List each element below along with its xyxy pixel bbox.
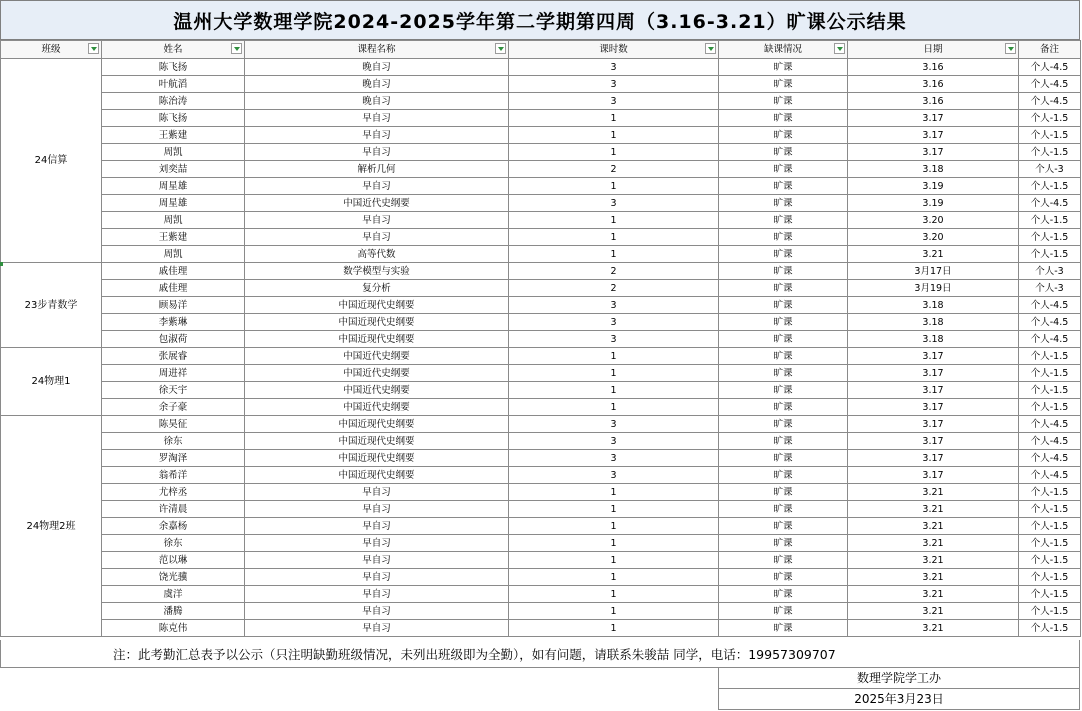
table-row xyxy=(1,178,1081,195)
table-row xyxy=(1,603,1081,620)
date-cell[interactable]: 3.19 xyxy=(848,178,1019,195)
status-cell[interactable]: 旷课 xyxy=(719,552,848,569)
table-row xyxy=(1,110,1081,127)
hours-cell[interactable]: 1 xyxy=(509,212,719,229)
remark-cell[interactable]: 个人-4.5 xyxy=(1019,450,1081,467)
hours-cell[interactable]: 3 xyxy=(509,195,719,212)
remark-cell[interactable]: 个人-3 xyxy=(1019,263,1081,280)
date-cell[interactable]: 3.17 xyxy=(848,433,1019,450)
date-cell[interactable]: 3.17 xyxy=(848,127,1019,144)
status-cell[interactable]: 旷课 xyxy=(719,263,848,280)
remark-cell[interactable]: 个人-1.5 xyxy=(1019,501,1081,518)
status-cell[interactable]: 旷课 xyxy=(719,76,848,93)
hours-cell[interactable]: 3 xyxy=(509,331,719,348)
course-cell[interactable]: 早自习 xyxy=(245,484,509,501)
course-cell[interactable]: 中国近现代史纲要 xyxy=(245,416,509,433)
table-row xyxy=(1,297,1081,314)
status-cell[interactable]: 旷课 xyxy=(719,484,848,501)
filter-dropdown-icon[interactable] xyxy=(88,43,99,54)
remark-cell[interactable]: 个人-1.5 xyxy=(1019,229,1081,246)
table-row xyxy=(1,280,1081,297)
hours-cell[interactable]: 1 xyxy=(509,569,719,586)
course-cell[interactable]: 中国近现代史纲要 xyxy=(245,331,509,348)
course-cell[interactable]: 中国近现代史纲要 xyxy=(245,467,509,484)
course-cell[interactable]: 早自习 xyxy=(245,127,509,144)
date-cell[interactable]: 3.18 xyxy=(848,161,1019,178)
remark-cell[interactable]: 个人-4.5 xyxy=(1019,297,1081,314)
date-cell[interactable]: 3.20 xyxy=(848,229,1019,246)
date-cell[interactable]: 3.18 xyxy=(848,297,1019,314)
student-name-cell[interactable]: 范以琳 xyxy=(102,552,245,569)
student-name-cell[interactable]: 陈飞扬 xyxy=(102,59,245,76)
status-cell[interactable]: 旷课 xyxy=(719,365,848,382)
student-name-cell[interactable]: 陈昊征 xyxy=(102,416,245,433)
table-row xyxy=(1,416,1081,433)
status-cell[interactable]: 旷课 xyxy=(719,280,848,297)
course-cell[interactable]: 中国近代史纲要 xyxy=(245,399,509,416)
course-cell[interactable]: 中国近现代史纲要 xyxy=(245,314,509,331)
filter-dropdown-icon[interactable] xyxy=(1005,43,1016,54)
notice-text: 注：此考勤汇总表予以公示（只注明缺勤班级情况，未列出班级即为全勤），如有问题，请联系朱骏喆 同学，电话：19957309707 xyxy=(0,640,1080,668)
hours-cell[interactable]: 3 xyxy=(509,297,719,314)
remark-cell[interactable]: 个人-1.5 xyxy=(1019,569,1081,586)
remark-cell[interactable]: 个人-4.5 xyxy=(1019,433,1081,450)
table-row xyxy=(1,127,1081,144)
hours-cell[interactable]: 3 xyxy=(509,59,719,76)
table-row xyxy=(1,348,1081,365)
remark-cell[interactable]: 个人-1.5 xyxy=(1019,484,1081,501)
table-row xyxy=(1,144,1081,161)
class-cell[interactable]: 24物理2班 xyxy=(1,416,102,637)
remark-cell[interactable]: 个人-1.5 xyxy=(1019,603,1081,620)
course-cell[interactable]: 早自习 xyxy=(245,569,509,586)
course-cell[interactable]: 早自习 xyxy=(245,552,509,569)
class-cell[interactable]: 24物理1 xyxy=(1,348,102,416)
table-row xyxy=(1,467,1081,484)
student-name-cell[interactable]: 陈飞扬 xyxy=(102,110,245,127)
status-cell[interactable]: 旷课 xyxy=(719,59,848,76)
date-cell[interactable]: 3.17 xyxy=(848,382,1019,399)
student-name-cell[interactable]: 徐东 xyxy=(102,433,245,450)
class-cell[interactable]: 24信算 xyxy=(1,59,102,263)
table-row xyxy=(1,484,1081,501)
table-row xyxy=(1,229,1081,246)
course-cell[interactable]: 早自习 xyxy=(245,144,509,161)
student-name-cell[interactable]: 潘腾 xyxy=(102,603,245,620)
date-cell[interactable]: 3.17 xyxy=(848,450,1019,467)
hours-cell[interactable]: 1 xyxy=(509,518,719,535)
remark-cell[interactable]: 个人-4.5 xyxy=(1019,331,1081,348)
footer-date: 2025年3月23日 xyxy=(718,689,1080,710)
course-cell[interactable]: 早自习 xyxy=(245,603,509,620)
hours-cell[interactable]: 1 xyxy=(509,348,719,365)
hours-cell[interactable]: 3 xyxy=(509,467,719,484)
student-name-cell[interactable]: 张展睿 xyxy=(102,348,245,365)
sheet-title: 温州大学数理学院2024-2025学年第二学期第四周（3.16-3.21）旷课公示结果 xyxy=(0,0,1080,40)
date-cell[interactable]: 3.21 xyxy=(848,518,1019,535)
table-row xyxy=(1,399,1081,416)
hours-cell[interactable]: 3 xyxy=(509,76,719,93)
hours-cell[interactable]: 3 xyxy=(509,450,719,467)
remark-cell[interactable]: 个人-4.5 xyxy=(1019,195,1081,212)
header-remark: 备注 xyxy=(1019,41,1081,59)
remark-cell[interactable]: 个人-1.5 xyxy=(1019,144,1081,161)
remark-cell[interactable]: 个人-1.5 xyxy=(1019,535,1081,552)
course-cell[interactable]: 晚自习 xyxy=(245,76,509,93)
status-cell[interactable]: 旷课 xyxy=(719,195,848,212)
course-cell[interactable]: 中国近现代史纲要 xyxy=(245,297,509,314)
row-marker xyxy=(0,262,3,266)
hours-cell[interactable]: 1 xyxy=(509,127,719,144)
student-name-cell[interactable]: 罗淘泽 xyxy=(102,450,245,467)
remark-cell[interactable]: 个人-4.5 xyxy=(1019,467,1081,484)
table-row xyxy=(1,161,1081,178)
table-row xyxy=(1,195,1081,212)
hours-cell[interactable]: 1 xyxy=(509,501,719,518)
remark-cell[interactable]: 个人-4.5 xyxy=(1019,76,1081,93)
hours-cell[interactable]: 3 xyxy=(509,314,719,331)
footer-office: 数理学院学工办 xyxy=(718,668,1080,689)
date-cell[interactable]: 3.21 xyxy=(848,484,1019,501)
header-class: 班级 xyxy=(1,41,102,59)
student-name-cell[interactable]: 饶光骥 xyxy=(102,569,245,586)
date-cell[interactable]: 3月19日 xyxy=(848,280,1019,297)
status-cell[interactable]: 旷课 xyxy=(719,416,848,433)
course-cell[interactable]: 数学模型与实验 xyxy=(245,263,509,280)
student-name-cell[interactable]: 翁希洋 xyxy=(102,467,245,484)
student-name-cell[interactable]: 李紫琳 xyxy=(102,314,245,331)
table-row xyxy=(1,314,1081,331)
date-cell[interactable]: 3.17 xyxy=(848,467,1019,484)
student-name-cell[interactable]: 刘奕喆 xyxy=(102,161,245,178)
hours-cell[interactable]: 1 xyxy=(509,620,719,637)
student-name-cell[interactable]: 戚佳理 xyxy=(102,263,245,280)
hours-cell[interactable]: 1 xyxy=(509,535,719,552)
status-cell[interactable]: 旷课 xyxy=(719,518,848,535)
date-cell[interactable]: 3.16 xyxy=(848,76,1019,93)
date-cell[interactable]: 3.17 xyxy=(848,365,1019,382)
remark-cell[interactable]: 个人-4.5 xyxy=(1019,93,1081,110)
date-cell[interactable]: 3.16 xyxy=(848,93,1019,110)
remark-cell[interactable]: 个人-1.5 xyxy=(1019,212,1081,229)
table-body xyxy=(1,59,1081,637)
remark-cell[interactable]: 个人-1.5 xyxy=(1019,399,1081,416)
course-cell[interactable]: 中国近现代史纲要 xyxy=(245,433,509,450)
date-cell[interactable]: 3.21 xyxy=(848,586,1019,603)
table-row xyxy=(1,450,1081,467)
table-row xyxy=(1,365,1081,382)
course-cell[interactable]: 中国近代史纲要 xyxy=(245,382,509,399)
hours-cell[interactable]: 1 xyxy=(509,552,719,569)
status-cell[interactable]: 旷课 xyxy=(719,569,848,586)
hours-cell[interactable]: 2 xyxy=(509,161,719,178)
course-cell[interactable]: 早自习 xyxy=(245,110,509,127)
filter-dropdown-icon[interactable] xyxy=(834,43,845,54)
date-cell[interactable]: 3.18 xyxy=(848,331,1019,348)
date-cell[interactable]: 3.19 xyxy=(848,195,1019,212)
remark-cell[interactable]: 个人-1.5 xyxy=(1019,127,1081,144)
remark-cell[interactable]: 个人-4.5 xyxy=(1019,314,1081,331)
status-cell[interactable]: 旷课 xyxy=(719,450,848,467)
remark-cell[interactable]: 个人-4.5 xyxy=(1019,416,1081,433)
hours-cell[interactable]: 3 xyxy=(509,416,719,433)
date-cell[interactable]: 3.21 xyxy=(848,620,1019,637)
status-cell[interactable]: 旷课 xyxy=(719,93,848,110)
student-name-cell[interactable]: 戚佳理 xyxy=(102,280,245,297)
date-cell[interactable]: 3.20 xyxy=(848,212,1019,229)
student-name-cell[interactable]: 顾易洋 xyxy=(102,297,245,314)
table-row xyxy=(1,518,1081,535)
table-row xyxy=(1,331,1081,348)
header-hours: 课时数 xyxy=(509,41,719,59)
student-name-cell[interactable]: 周星雄 xyxy=(102,178,245,195)
course-cell[interactable]: 早自习 xyxy=(245,620,509,637)
course-cell[interactable]: 晚自习 xyxy=(245,93,509,110)
date-cell[interactable]: 3.21 xyxy=(848,501,1019,518)
status-cell[interactable]: 旷课 xyxy=(719,110,848,127)
student-name-cell[interactable]: 许清晨 xyxy=(102,501,245,518)
table-row xyxy=(1,552,1081,569)
hours-cell[interactable]: 3 xyxy=(509,433,719,450)
hours-cell[interactable]: 2 xyxy=(509,280,719,297)
remark-cell[interactable]: 个人-3 xyxy=(1019,280,1081,297)
header-course: 课程名称 xyxy=(245,41,509,59)
table-row xyxy=(1,59,1081,76)
hours-cell[interactable]: 1 xyxy=(509,603,719,620)
status-cell[interactable]: 旷课 xyxy=(719,620,848,637)
course-cell[interactable]: 解析几何 xyxy=(245,161,509,178)
status-cell[interactable]: 旷课 xyxy=(719,433,848,450)
header-status: 缺课情况 xyxy=(719,41,848,59)
remark-cell[interactable]: 个人-1.5 xyxy=(1019,586,1081,603)
hours-cell[interactable]: 1 xyxy=(509,144,719,161)
student-name-cell[interactable]: 叶航滔 xyxy=(102,76,245,93)
course-cell[interactable]: 早自习 xyxy=(245,535,509,552)
table-row xyxy=(1,569,1081,586)
header-row xyxy=(1,41,1081,59)
status-cell[interactable]: 旷课 xyxy=(719,399,848,416)
date-cell[interactable]: 3.18 xyxy=(848,314,1019,331)
student-name-cell[interactable]: 陈克伟 xyxy=(102,620,245,637)
course-cell[interactable]: 早自习 xyxy=(245,518,509,535)
status-cell[interactable]: 旷课 xyxy=(719,382,848,399)
student-name-cell[interactable]: 周进祥 xyxy=(102,365,245,382)
course-cell[interactable]: 复分析 xyxy=(245,280,509,297)
student-name-cell[interactable]: 余子豪 xyxy=(102,399,245,416)
course-cell[interactable]: 早自习 xyxy=(245,178,509,195)
course-cell[interactable]: 早自习 xyxy=(245,501,509,518)
table-row xyxy=(1,535,1081,552)
date-cell[interactable]: 3月17日 xyxy=(848,263,1019,280)
student-name-cell[interactable]: 徐天宇 xyxy=(102,382,245,399)
hours-cell[interactable]: 2 xyxy=(509,263,719,280)
header-date: 日期 xyxy=(848,41,1019,59)
hours-cell[interactable]: 1 xyxy=(509,484,719,501)
table-row xyxy=(1,501,1081,518)
student-name-cell[interactable]: 余嘉杨 xyxy=(102,518,245,535)
status-cell[interactable]: 旷课 xyxy=(719,603,848,620)
status-cell[interactable]: 旷课 xyxy=(719,178,848,195)
hours-cell[interactable]: 1 xyxy=(509,365,719,382)
date-cell[interactable]: 3.21 xyxy=(848,569,1019,586)
course-cell[interactable]: 中国近代史纲要 xyxy=(245,365,509,382)
remark-cell[interactable]: 个人-1.5 xyxy=(1019,348,1081,365)
status-cell[interactable]: 旷课 xyxy=(719,348,848,365)
hours-cell[interactable]: 1 xyxy=(509,246,719,263)
course-cell[interactable]: 早自习 xyxy=(245,229,509,246)
student-name-cell[interactable]: 陈治涛 xyxy=(102,93,245,110)
status-cell[interactable]: 旷课 xyxy=(719,161,848,178)
student-name-cell[interactable]: 王紫建 xyxy=(102,127,245,144)
course-cell[interactable]: 中国近代史纲要 xyxy=(245,348,509,365)
date-cell[interactable]: 3.17 xyxy=(848,416,1019,433)
date-cell[interactable]: 3.17 xyxy=(848,110,1019,127)
table-row xyxy=(1,620,1081,637)
status-cell[interactable]: 旷课 xyxy=(719,144,848,161)
status-cell[interactable]: 旷课 xyxy=(719,314,848,331)
remark-cell[interactable]: 个人-1.5 xyxy=(1019,365,1081,382)
student-name-cell[interactable]: 周星雄 xyxy=(102,195,245,212)
status-cell[interactable]: 旷课 xyxy=(719,501,848,518)
hours-cell[interactable]: 1 xyxy=(509,382,719,399)
course-cell[interactable]: 晚自习 xyxy=(245,59,509,76)
remark-cell[interactable]: 个人-1.5 xyxy=(1019,178,1081,195)
table-row xyxy=(1,93,1081,110)
date-cell[interactable]: 3.17 xyxy=(848,144,1019,161)
status-cell[interactable]: 旷课 xyxy=(719,127,848,144)
student-name-cell[interactable]: 包淑荷 xyxy=(102,331,245,348)
status-cell[interactable]: 旷课 xyxy=(719,535,848,552)
date-cell[interactable]: 3.17 xyxy=(848,399,1019,416)
student-name-cell[interactable]: 徐东 xyxy=(102,535,245,552)
class-cell[interactable]: 23步青数学 xyxy=(1,263,102,348)
date-cell[interactable]: 3.16 xyxy=(848,59,1019,76)
filter-dropdown-icon[interactable] xyxy=(495,43,506,54)
status-cell[interactable]: 旷课 xyxy=(719,586,848,603)
remark-cell[interactable]: 个人-4.5 xyxy=(1019,59,1081,76)
table-row xyxy=(1,586,1081,603)
remark-cell[interactable]: 个人-1.5 xyxy=(1019,382,1081,399)
hours-cell[interactable]: 3 xyxy=(509,93,719,110)
date-cell[interactable]: 3.17 xyxy=(848,348,1019,365)
course-cell[interactable]: 中国近代史纲要 xyxy=(245,195,509,212)
hours-cell[interactable]: 1 xyxy=(509,586,719,603)
student-name-cell[interactable]: 虞洋 xyxy=(102,586,245,603)
student-name-cell[interactable]: 尤梓丞 xyxy=(102,484,245,501)
table-row xyxy=(1,76,1081,93)
table-row xyxy=(1,212,1081,229)
status-cell[interactable]: 旷课 xyxy=(719,331,848,348)
remark-cell[interactable]: 个人-1.5 xyxy=(1019,246,1081,263)
hours-cell[interactable]: 1 xyxy=(509,178,719,195)
course-cell[interactable]: 早自习 xyxy=(245,586,509,603)
status-cell[interactable]: 旷课 xyxy=(719,229,848,246)
remark-cell[interactable]: 个人-1.5 xyxy=(1019,110,1081,127)
remark-cell[interactable]: 个人-1.5 xyxy=(1019,620,1081,637)
date-cell[interactable]: 3.21 xyxy=(848,603,1019,620)
hours-cell[interactable]: 1 xyxy=(509,229,719,246)
date-cell[interactable]: 3.21 xyxy=(848,552,1019,569)
status-cell[interactable]: 旷课 xyxy=(719,467,848,484)
status-cell[interactable]: 旷课 xyxy=(719,212,848,229)
table-row xyxy=(1,246,1081,263)
attendance-table xyxy=(0,40,1081,637)
status-cell[interactable]: 旷课 xyxy=(719,297,848,314)
remark-cell[interactable]: 个人-1.5 xyxy=(1019,518,1081,535)
table-row xyxy=(1,382,1081,399)
hours-cell[interactable]: 1 xyxy=(509,110,719,127)
course-cell[interactable]: 高等代数 xyxy=(245,246,509,263)
student-name-cell[interactable]: 王紫建 xyxy=(102,229,245,246)
remark-cell[interactable]: 个人-3 xyxy=(1019,161,1081,178)
table-row xyxy=(1,433,1081,450)
date-cell[interactable]: 3.21 xyxy=(848,535,1019,552)
course-cell[interactable]: 中国近现代史纲要 xyxy=(245,450,509,467)
course-cell[interactable]: 早自习 xyxy=(245,212,509,229)
student-name-cell[interactable]: 周凯 xyxy=(102,212,245,229)
remark-cell[interactable]: 个人-1.5 xyxy=(1019,552,1081,569)
filter-dropdown-icon[interactable] xyxy=(231,43,242,54)
status-cell[interactable]: 旷课 xyxy=(719,246,848,263)
student-name-cell[interactable]: 周凯 xyxy=(102,246,245,263)
filter-dropdown-icon[interactable] xyxy=(705,43,716,54)
header-name: 姓名 xyxy=(102,41,245,59)
date-cell[interactable]: 3.21 xyxy=(848,246,1019,263)
table-row xyxy=(1,263,1081,280)
hours-cell[interactable]: 1 xyxy=(509,399,719,416)
student-name-cell[interactable]: 周凯 xyxy=(102,144,245,161)
